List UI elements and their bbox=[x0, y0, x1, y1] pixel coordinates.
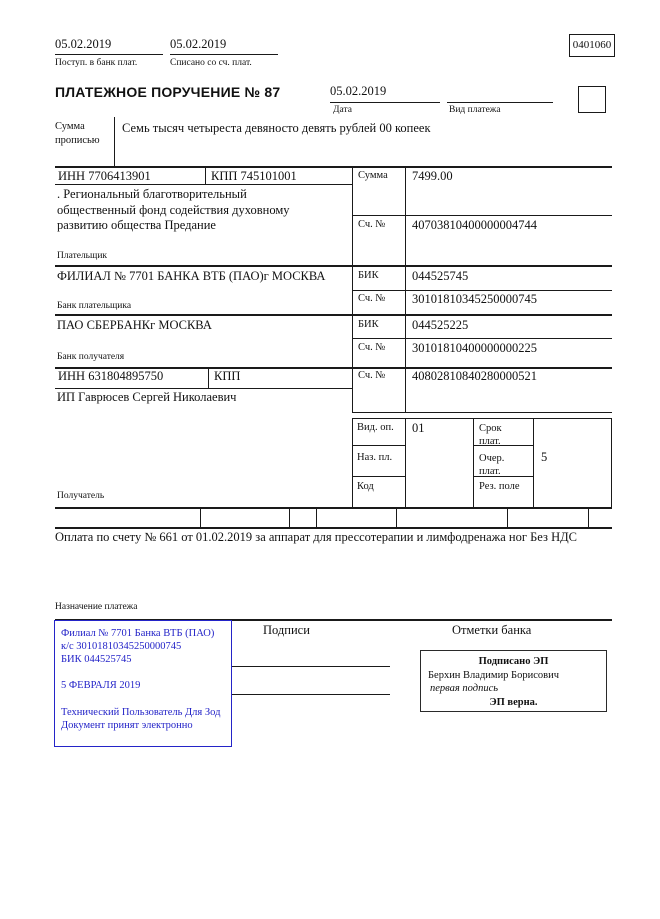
payee-name: ИП Гаврюсев Сергей Николаевич bbox=[57, 390, 237, 404]
payer-account: 40703810400000004744 bbox=[412, 218, 537, 232]
payee-bank-label: Банк получателя bbox=[57, 352, 125, 362]
payee-bank-name: ПАО СБЕРБАНКг МОСКВА bbox=[57, 318, 212, 332]
table-line-bik2 bbox=[352, 338, 612, 339]
received-date-label: Поступ. в банк плат. bbox=[55, 58, 138, 68]
table-line-inn-payee bbox=[55, 388, 352, 389]
amount-in-words-value: Семь тысяч четыреста девяносто девять рублей 00 копеек bbox=[122, 121, 431, 135]
payment-kind-label: Вид платежа bbox=[449, 105, 501, 115]
priority-value: 5 bbox=[541, 450, 548, 464]
document-title: ПЛАТЕЖНОЕ ПОРУЧЕНИЕ № 87 bbox=[55, 84, 281, 100]
opblock-v5 bbox=[611, 418, 612, 507]
opblock-v3 bbox=[473, 418, 474, 507]
payment-purpose-code-label: Наз. пл. bbox=[357, 452, 393, 463]
payment-purpose-text: Оплата по счету № 661 от 01.02.2019 за аппарат для прессотерапии и лимфодренажа ног Без НДС bbox=[55, 530, 577, 544]
document-date-underline bbox=[330, 102, 440, 103]
amount-in-words-divider bbox=[114, 117, 115, 166]
payer-bank-bik-label: БИК bbox=[358, 270, 379, 281]
reserve-field-label: Рез. поле bbox=[479, 481, 520, 492]
payee-label: Получатель bbox=[57, 491, 105, 501]
field-divider-4 bbox=[396, 507, 397, 527]
received-date-underline bbox=[55, 54, 163, 55]
payee-bank-bik-label: БИК bbox=[358, 319, 379, 330]
table-line-inn-payer bbox=[55, 184, 352, 185]
stamp-bank-name: Филиал № 7701 Банка ВТБ (ПАО) bbox=[61, 628, 215, 639]
debited-date-label: Списано со сч. плат. bbox=[170, 58, 252, 68]
signature-verification-box bbox=[420, 650, 607, 712]
received-date: 05.02.2019 bbox=[55, 37, 112, 51]
signature-line-2 bbox=[232, 694, 390, 695]
form-code-box: 0401060 bbox=[569, 34, 615, 57]
signatures-label: Подписи bbox=[263, 623, 310, 637]
field-divider-2 bbox=[289, 507, 290, 527]
field-divider-3 bbox=[316, 507, 317, 527]
ep-valid-text: ЭП верна. bbox=[489, 696, 538, 708]
document-date-label: Дата bbox=[333, 105, 352, 115]
payee-account-label: Сч. № bbox=[358, 370, 386, 381]
table-line-opblock-top bbox=[352, 418, 612, 419]
divider-inn-kpp-payee bbox=[208, 368, 209, 388]
opblock-v1 bbox=[352, 418, 353, 507]
field-divider-6 bbox=[588, 507, 589, 527]
stamp-bik: БИК 044525745 bbox=[61, 654, 132, 665]
table-line-vidop bbox=[352, 445, 405, 446]
stamp-note: Документ принят электронно bbox=[61, 720, 193, 731]
payer-bank-name: ФИЛИАЛ № 7701 БАНКА ВТБ (ПАО)г МОСКВА bbox=[57, 269, 326, 283]
payee-bank-bik: 044525225 bbox=[412, 318, 469, 332]
payee-kpp-label: КПП bbox=[214, 369, 241, 383]
debited-date-underline bbox=[170, 54, 278, 55]
payer-bank-bik: 044525745 bbox=[412, 269, 469, 283]
signer-name: Берхин Владимир Борисович bbox=[428, 669, 559, 681]
signature-role: первая подпись bbox=[430, 683, 499, 694]
payer-account-label: Сч. № bbox=[358, 219, 386, 230]
divider-left-section bbox=[352, 167, 353, 413]
payer-bank-account-label: Сч. № bbox=[358, 293, 386, 304]
bank-electronic-stamp bbox=[54, 620, 232, 747]
divider-inn-kpp-payer bbox=[205, 167, 206, 185]
payee-inn: ИНН 631804895750 bbox=[58, 369, 164, 383]
payee-bank-account-label: Сч. № bbox=[358, 342, 386, 353]
bank-marks-label: Отметки банка bbox=[452, 623, 532, 637]
payer-label: Плательщик bbox=[57, 251, 108, 261]
opblock-v4 bbox=[533, 418, 534, 507]
field-divider-5 bbox=[507, 507, 508, 527]
payer-bank-account: 30101810345250000745 bbox=[412, 292, 537, 306]
payer-bank-label: Банк плательщика bbox=[57, 301, 132, 311]
payer-name: . Региональный благотворительный общественный фонд содействия духовному развитию общества Предание bbox=[57, 187, 290, 232]
signature-line-1 bbox=[232, 666, 390, 667]
priority-label: Очер. плат. bbox=[479, 453, 505, 477]
table-line-payer-bottom bbox=[55, 265, 612, 267]
opblock-v2 bbox=[405, 418, 406, 507]
table-line-amount bbox=[352, 215, 612, 216]
payer-kpp: КПП 745101001 bbox=[211, 169, 297, 183]
payer-inn: ИНН 7706413901 bbox=[58, 169, 151, 183]
debited-date: 05.02.2019 bbox=[170, 37, 227, 51]
signed-ep-title: Подписано ЭП bbox=[478, 656, 549, 667]
stamp-user: Технический Пользователь Для Зод bbox=[61, 707, 221, 718]
op-type-value: 01 bbox=[412, 421, 425, 435]
payment-purpose-label: Назначение платежа bbox=[55, 602, 138, 612]
document-date: 05.02.2019 bbox=[330, 84, 387, 98]
payment-kind-underline bbox=[447, 102, 553, 103]
table-line-nazpl bbox=[352, 476, 405, 477]
code-label: Код bbox=[357, 481, 374, 492]
table-line-bik1 bbox=[352, 290, 612, 291]
divider-label-value bbox=[405, 167, 406, 413]
amount-label: Сумма bbox=[358, 170, 388, 181]
stamp-corr-account: к/с 30101810345250000745 bbox=[61, 641, 182, 652]
payee-bank-account: 30101810400000000225 bbox=[412, 341, 537, 355]
table-line-fieldsrow-bottom bbox=[55, 527, 612, 529]
pay-term-label: Срок плат. bbox=[479, 423, 502, 447]
payee-account: 40802810840280000521 bbox=[412, 369, 537, 383]
stamp-date: 5 ФЕВРАЛЯ 2019 bbox=[61, 680, 141, 691]
field-divider-1 bbox=[200, 507, 201, 527]
table-line-top bbox=[55, 166, 612, 168]
table-line-payee-account-bottom bbox=[352, 412, 612, 413]
amount-value: 7499.00 bbox=[412, 169, 453, 183]
table-line-payerbank-bottom bbox=[55, 314, 612, 316]
table-line-payee-bottom bbox=[55, 507, 612, 509]
amount-in-words-label: Сумма прописью bbox=[55, 121, 100, 146]
payment-kind-checkbox bbox=[578, 86, 606, 113]
op-type-label: Вид. оп. bbox=[357, 422, 394, 433]
